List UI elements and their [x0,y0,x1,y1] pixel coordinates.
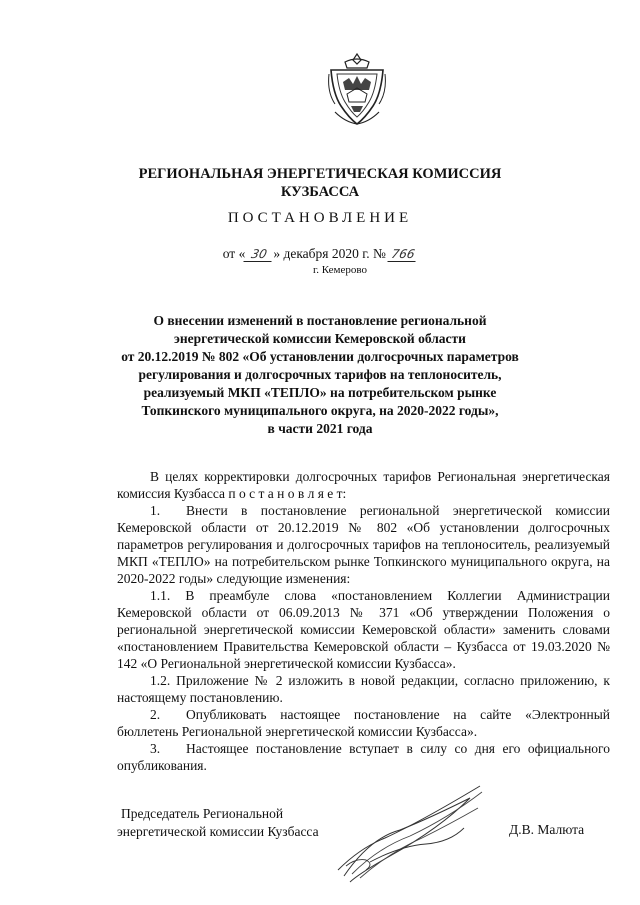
date-rest: » декабря 2020 г. № [273,246,386,261]
subject-line: реализуемый МКП «ТЕПЛО» на потребительском рынке [143,385,497,400]
signatory-position [117,805,319,841]
paragraph-2-number: 2. [150,707,161,722]
paragraph-1-number: 1. [150,503,161,518]
paragraph-3-text: Настоящее постановление вступает в силу со дня его официального опубликования. [117,741,610,773]
date-prefix: от « [222,246,246,261]
city: г. Кемерово [312,264,368,276]
paragraph-3-number: 3. [150,741,161,756]
org-line-2: КУЗБАССА [280,184,360,200]
date-line [0,246,640,262]
org-line-1: РЕГИОНАЛЬНАЯ ЭНЕРГЕТИЧЕСКАЯ КОМИССИЯ [138,166,502,182]
signatory-name: Д.В. Малюта [509,822,585,837]
paragraph-1-2: 1.2. Приложение № 2 изложить в новой редакции, согласно приложению, к настоящему постановлению. [117,673,610,705]
paragraph-1-1: 1.1. В преамбуле слова «постановлением Коллегии Администрации Кемеровской области от 06.09.2013 № 371 «Об утверждении Положения о региональной энергетической комиссии Кемеровской области» заменить словами «постановлением Правительства Кемеровской области – Кузбасса от 19.03.2020 № 142 «О Региональной энергетической комиссии Кузбасса». [117,588,610,671]
paragraph-3 [117,740,610,774]
paragraph-2-text: Опубликовать настоящее постановление на сайте «Электронный бюллетень Региональной энергетической комиссии Кузбасса». [117,707,610,739]
paragraph-1 [117,502,610,587]
subject-line: О внесении изменений в постановление региональной [153,313,487,328]
subject-line: в части 2021 года [267,421,373,436]
intro-paragraph: В целях корректировки долгосрочных тарифов Региональная энергетическая комиссия Кузбасса п о с т а н о в л я е т: [117,469,610,501]
signatory-position-line-2: энергетической комиссии Кузбасса [117,824,319,839]
document-type: ПОСТАНОВЛЕНИЕ [227,210,413,226]
paragraph-2 [117,706,610,740]
paragraph-1-text: Внести в постановление региональной энергетической комиссии Кемеровской области от 20.12.2019 № 802 «Об установлении долгосрочных параметров регулирования и долгосрочных тарифов на теплоноситель, реализуемый МКП «ТЕПЛО» на потребительском рынке Топкинского муниципального округа, на 2020-2022 годы» следующие изменения: [117,503,610,586]
subject-line: регулирования и долгосрочных тарифов на теплоноситель, [138,367,502,382]
organization-name [0,165,640,201]
signatory-position-line-1: Председатель Региональной [121,806,284,821]
handwritten-signature [330,778,490,888]
subject-line: от 20.12.2019 № 802 «Об установлении долгосрочных параметров [121,349,519,364]
document-subject [0,312,640,438]
date-day-handwritten: 30 [244,247,275,262]
document-number-handwritten: 766 [388,247,419,262]
coat-of-arms-emblem [327,52,387,126]
document-body [117,468,610,774]
subject-line: Топкинского муниципального округа, на 2020-2022 годы», [141,403,499,418]
subject-line: энергетической комиссии Кемеровской области [174,331,466,346]
